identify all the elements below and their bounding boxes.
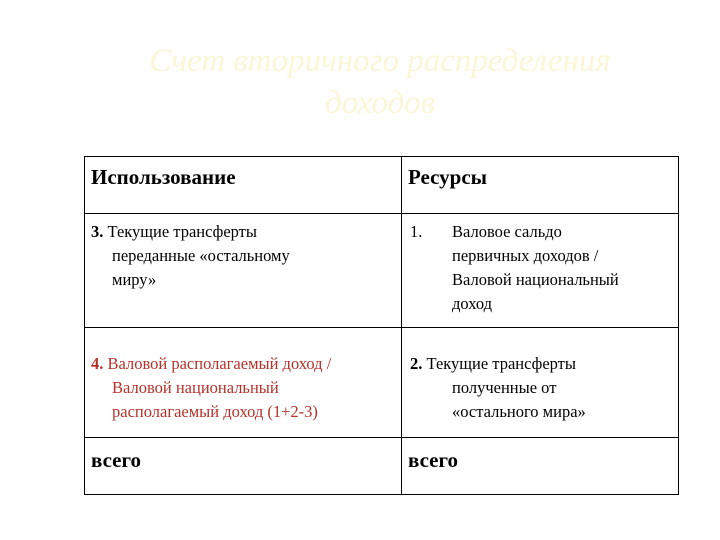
table-row <box>85 328 679 438</box>
table-row <box>85 214 679 328</box>
resources-item-1-line-2: первичных доходов / <box>452 246 599 265</box>
header-uses: Использование <box>91 165 236 189</box>
resources-item-1-line-1: Валовое сальдо <box>452 222 562 241</box>
item-text: Текущие трансферты <box>107 222 257 241</box>
slide-title-line-2: доходов <box>325 85 435 121</box>
uses-cell-disposable-income <box>85 328 402 438</box>
resources-item-1-text <box>452 220 619 316</box>
resources-item-1 <box>402 214 678 316</box>
item-number: 3. <box>91 222 104 241</box>
uses-item-4-line-1 <box>91 352 401 376</box>
resources-cell-primary-income <box>402 214 679 328</box>
account-table <box>84 156 679 495</box>
table-header-row <box>85 157 679 214</box>
resources-item-2 <box>402 328 678 424</box>
uses-item-3 <box>85 214 401 292</box>
table-total-row <box>85 438 679 495</box>
resources-item-2-line-1 <box>410 352 678 376</box>
item-number: 1. <box>410 222 423 241</box>
header-cell-uses <box>85 157 402 214</box>
uses-item-3-line-1 <box>91 220 401 244</box>
resources-cell-transfers-received <box>402 328 679 438</box>
uses-item-3-line-2: переданные «остальному <box>112 246 290 265</box>
item-number: 2. <box>410 354 423 373</box>
slide-title-line-1: Счет вторичного распределения <box>149 43 611 79</box>
resources-item-1-line-3: Валовой национальный <box>452 270 619 289</box>
resources-total: всего <box>408 448 459 472</box>
slide-title <box>60 40 700 124</box>
resources-item-2-line-2: полученные от <box>452 378 557 397</box>
resources-item-1-line-4: доход <box>452 294 493 313</box>
uses-cell-transfers-paid <box>85 214 402 328</box>
uses-total: всего <box>91 448 142 472</box>
item-text: Текущие трансферты <box>426 354 576 373</box>
header-cell-resources <box>402 157 679 214</box>
uses-item-4 <box>85 328 401 424</box>
resources-total-cell <box>402 438 679 495</box>
uses-item-4-line-2: Валовой национальный <box>112 378 279 397</box>
item-number: 4. <box>91 354 104 373</box>
uses-item-4-line-3: располагаемый доход (1+2-3) <box>112 402 318 421</box>
uses-item-3-line-3: миру» <box>112 270 157 289</box>
item-text: Валовой располагаемый доход / <box>107 354 332 373</box>
header-resources: Ресурсы <box>408 165 488 189</box>
uses-total-cell <box>85 438 402 495</box>
resources-item-2-line-3: «остального мира» <box>452 402 586 421</box>
